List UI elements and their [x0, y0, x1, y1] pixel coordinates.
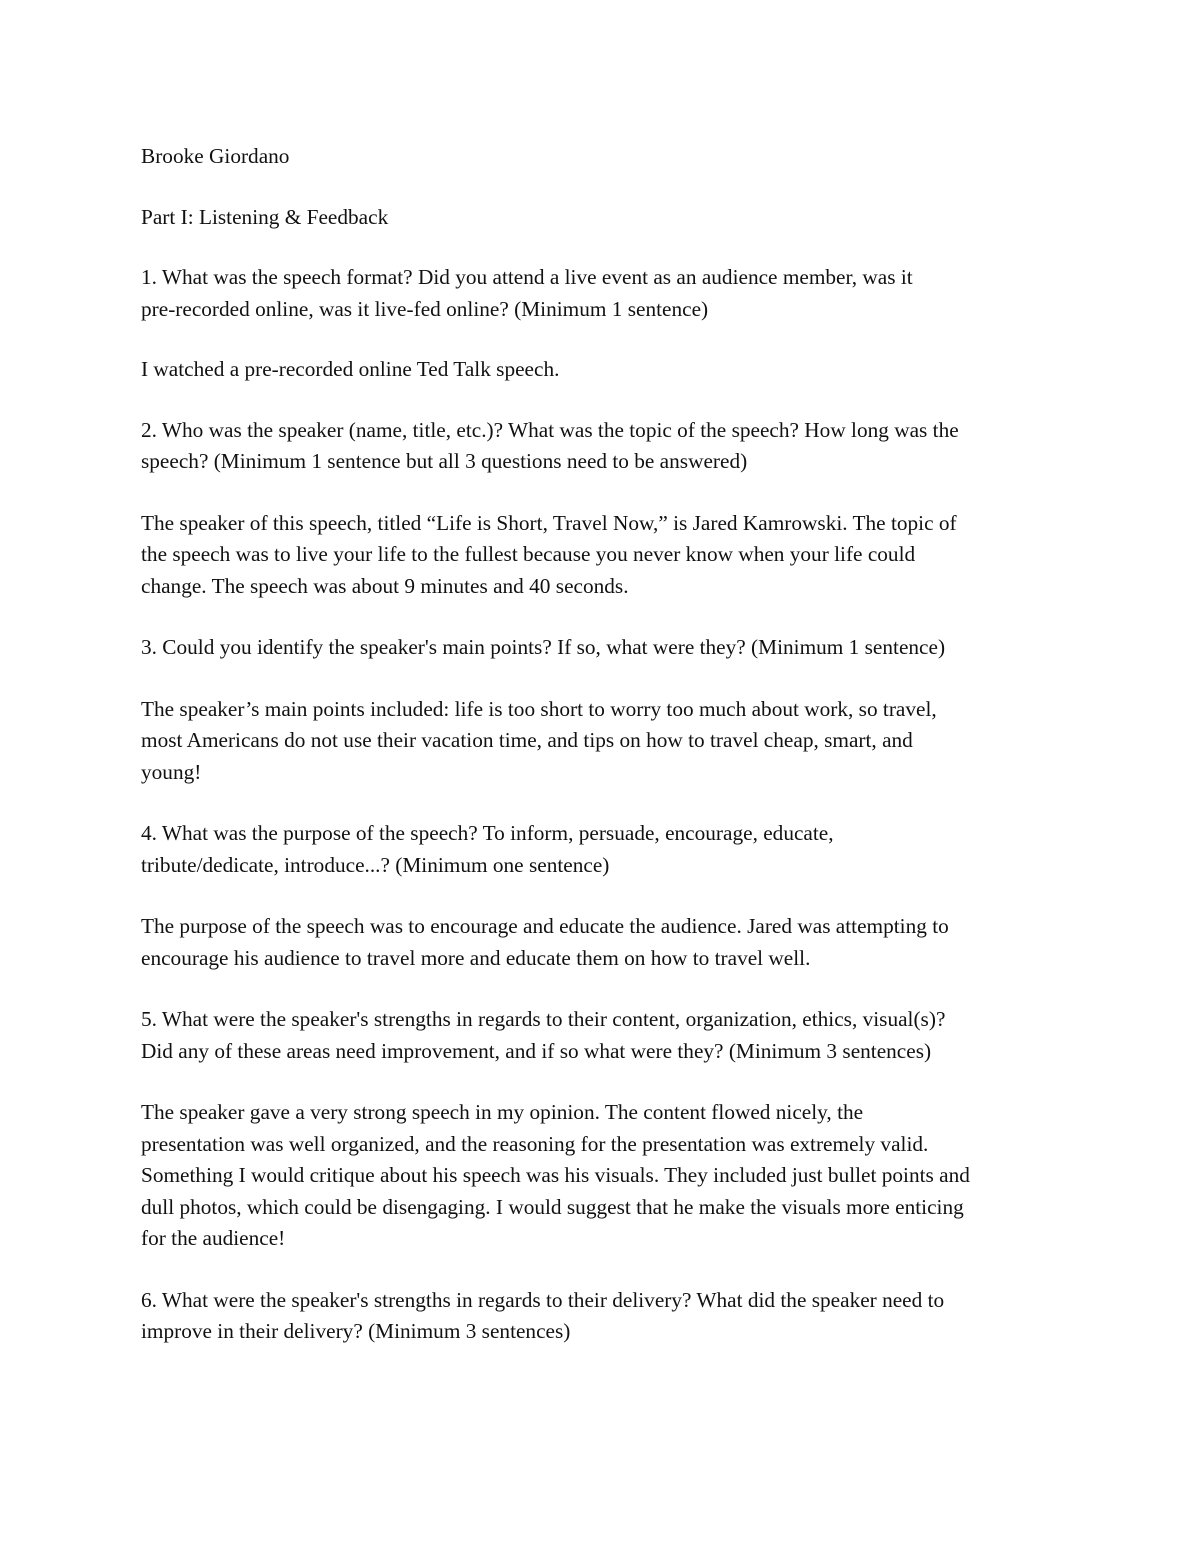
question-1-line-1: 1. What was the speech format? Did you attend a live event as an audience member, was it: [141, 265, 913, 289]
answer-3-line-3: young!: [141, 759, 202, 784]
document-body: [141, 141, 1066, 1348]
answer-5: [141, 1097, 1066, 1255]
question-5-line-2: Did any of these areas need improvement, and if so what were they? (Minimum 3 sentences): [141, 1038, 932, 1063]
answer-5-line-5: for the audience!: [141, 1226, 286, 1250]
question-2-line-1: 2. Who was the speaker (name, title, etc.)? What was the topic of the speech? How long was the: [141, 417, 959, 442]
question-1-line-2: pre-recorded online, was it live-fed online? (Minimum 1 sentence): [141, 296, 709, 321]
question-2: [141, 415, 1066, 478]
answer-4-line-1: The purpose of the speech was to encourage and educate the audience. Jared was attempting to: [141, 914, 949, 938]
section-title: Part I: Listening & Feedback: [141, 204, 389, 229]
answer-3-line-2: most Americans do not use their vacation time, and tips on how to travel cheap, smart, and: [141, 728, 913, 752]
answer-2-line-1: The speaker of this speech, titled “Life is Short, Travel Now,” is Jared Kamrowski. The topic of: [141, 510, 957, 535]
question-6-line-2: improve in their delivery? (Minimum 3 sentences): [141, 1319, 571, 1343]
question-1: [141, 262, 1066, 325]
answer-2-line-2: the speech was to live your life to the fullest because you never know when your life could: [141, 542, 916, 566]
answer-2-line-3: change. The speech was about 9 minutes and 40 seconds.: [141, 573, 629, 598]
answer-3-line-1: The speaker’s main points included: life is too short to worry too much about work, so travel,: [141, 696, 937, 721]
answer-1: I watched a pre-recorded online Ted Talk speech.: [141, 357, 560, 381]
answer-5-line-4: dull photos, which could be disengaging. I would suggest that he make the visuals more enticing: [141, 1194, 964, 1219]
question-6-line-1: 6. What were the speaker's strengths in regards to their delivery? What did the speaker need to: [141, 1287, 945, 1312]
answer-3: [141, 694, 1066, 789]
question-6: [141, 1285, 1066, 1348]
question-4-line-2: tribute/dedicate, introduce...? (Minimum one sentence): [141, 852, 610, 877]
question-5-line-1: 5. What were the speaker's strengths in regards to their content, organization, ethics, visual(s)?: [141, 1007, 946, 1031]
question-4-line-1: 4. What was the purpose of the speech? To inform, persuade, encourage, educate,: [141, 821, 834, 845]
question-3: 3. Could you identify the speaker's main points? If so, what were they? (Minimum 1 sentence): [141, 635, 946, 659]
question-2-line-2: speech? (Minimum 1 sentence but all 3 questions need to be answered): [141, 449, 748, 473]
answer-4-line-2: encourage his audience to travel more and educate them on how to travel well.: [141, 945, 811, 970]
answer-5-line-1: The speaker gave a very strong speech in my opinion. The content flowed nicely, the: [141, 1100, 864, 1124]
answer-5-line-3: Something I would critique about his speech was his visuals. They included just bullet points and: [141, 1163, 970, 1187]
answer-4: [141, 911, 1066, 974]
answer-5-line-2: presentation was well organized, and the reasoning for the presentation was extremely valid.: [141, 1131, 929, 1156]
question-5: [141, 1004, 1066, 1067]
author-name: Brooke Giordano: [141, 144, 290, 168]
question-4: [141, 818, 1066, 881]
answer-2: [141, 508, 1066, 603]
